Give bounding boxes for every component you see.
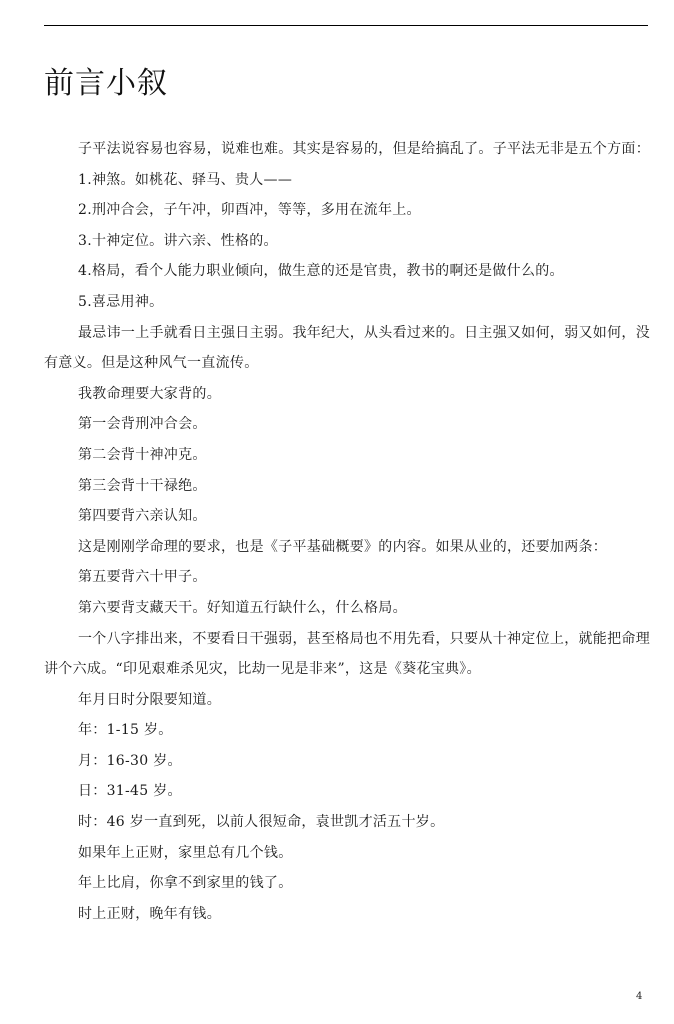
body-text <box>44 134 650 929</box>
paragraph: 月：16-30 岁。 <box>78 752 182 769</box>
paragraph: 第六要背支藏天干。好知道五行缺什么，什么格局。 <box>78 599 407 616</box>
paragraph: 最忌讳一上手就看日主强日主弱。我年纪大，从头看过来的。日主强又如何，弱又如何，没有意义。但是这种风气一直流传。 <box>44 324 650 372</box>
paragraph: 4.格局，看个人能力职业倾向，做生意的还是官贵，教书的啊还是做什么的。 <box>78 263 564 280</box>
page-number: 4 <box>636 991 643 1002</box>
page-title: 前言小叙 <box>44 66 168 101</box>
paragraph: 第二会背十神冲克。 <box>78 446 207 463</box>
paragraph: 一个八字排出来，不要看日干强弱，甚至格局也不用先看，只要从十神定位上，就能把命理讲个六成。“印见艰难杀见灾，比劫一见是非来”，这是《葵花宝典》。 <box>44 630 650 678</box>
paragraph: 这是刚刚学命理的要求，也是《子平基础概要》的内容。如果从业的，还要加两条： <box>78 538 608 555</box>
paragraph: 年上比肩，你拿不到家里的钱了。 <box>78 875 293 892</box>
paragraph: 年月日时分限要知道。 <box>78 691 221 708</box>
paragraph: 第五要背六十甲子。 <box>78 569 207 586</box>
paragraph: 5.喜忌用神。 <box>78 293 164 310</box>
paragraph: 1.神煞。如桃花、驿马、贵人—— <box>78 171 293 188</box>
header-rule <box>44 25 648 26</box>
paragraph: 日：31-45 岁。 <box>78 783 182 800</box>
paragraph: 子平法说容易也容易，说难也难。其实是容易的，但是给搞乱了。子平法无非是五个方面： <box>78 141 650 157</box>
paragraph: 第三会背十干禄绝。 <box>78 477 207 494</box>
paragraph: 时上正财，晚年有钱。 <box>78 905 221 922</box>
paragraph: 第四要背六亲认知。 <box>78 508 207 525</box>
paragraph: 2.刑冲合会，子午冲，卯酉冲，等等，多用在流年上。 <box>78 202 421 219</box>
paragraph: 我教命理要大家背的。 <box>78 385 221 402</box>
paragraph: 时：46 岁一直到死，以前人很短命，袁世凯才活五十岁。 <box>78 814 445 831</box>
paragraph: 年：1-15 岁。 <box>78 722 173 739</box>
paragraph: 3.十神定位。讲六亲、性格的。 <box>78 232 278 249</box>
paragraph: 如果年上正财，家里总有几个钱。 <box>78 844 293 861</box>
paragraph: 第一会背刑冲合会。 <box>78 416 207 433</box>
